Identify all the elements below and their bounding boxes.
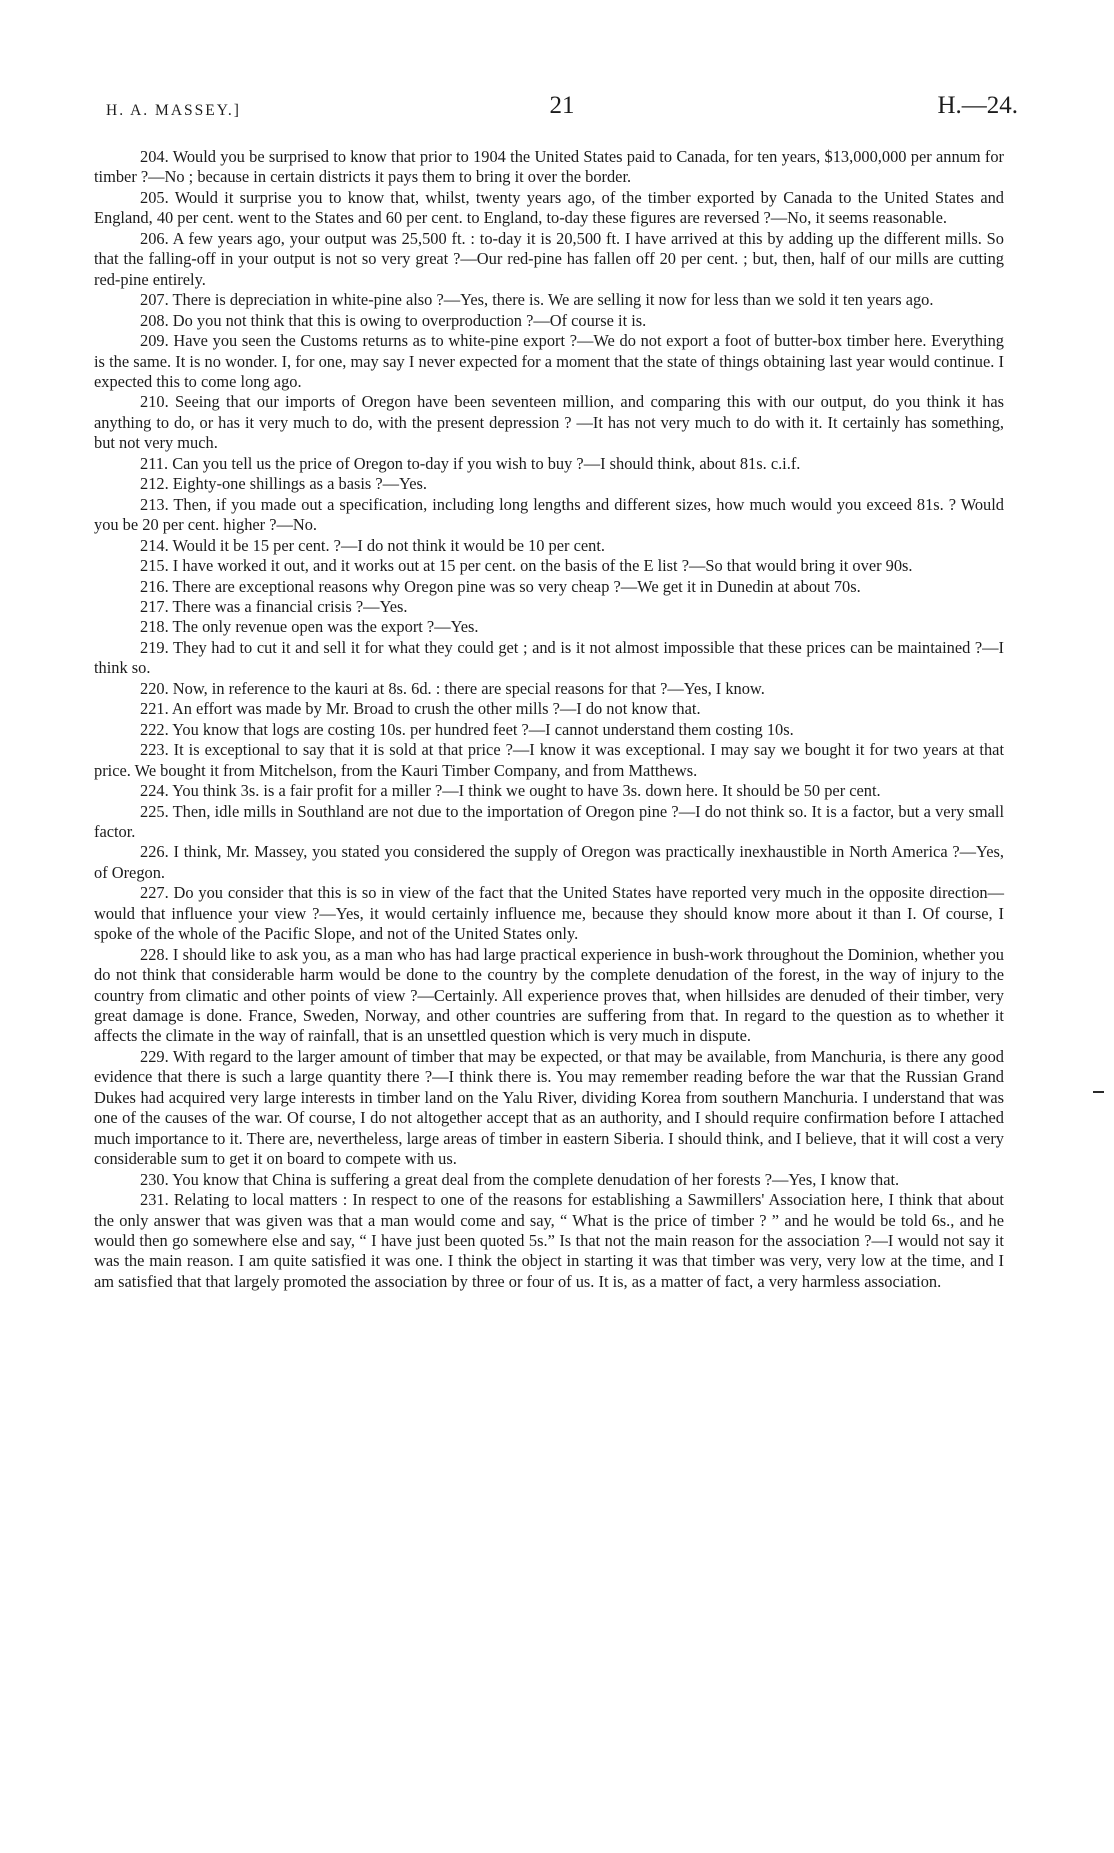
question-text: Relating to local matters : In respect to one of the reasons for establishing a Sawmillers' Association here, I think that about the only answer that was given was that a man would come and say, “ What is the price of timber ? ” and he would be told 6s., and he would then go somewhere else and say, “ I have just been quoted 5s.” Is that not the main reason for the association ?—I would not say it was the main reason. I am quite satisfied it was one. I think the object in starting it was that timber was very, very low at the time, and I am satisfied that that largely promoted the association by three or four of us. It is, as a matter of fact, a very harmless association. — [94, 1190, 1004, 1291]
question-paragraph — [94, 1047, 1004, 1170]
question-number: 227. — [140, 883, 169, 903]
question-text: Eighty-one shillings as a basis ?—Yes. — [172, 474, 427, 494]
question-number: 229. — [140, 1046, 169, 1066]
question-text: There was a financial crisis ?—Yes. — [172, 596, 408, 616]
question-text: An effort was made by Mr. Broad to crush the other mills ?—I do not know that. — [171, 699, 701, 719]
page-header — [106, 92, 1018, 126]
header-paper-reference: H.—24. — [937, 92, 1018, 119]
question-text: Would it surprise you to know that, whilst, twenty years ago, of the timber exported by Canada to the United States and England, 40 per cent. went to the States and 60 per cent. to England, to-day these figures are reversed ?—No, it seems reasonable. — [94, 187, 1005, 228]
question-paragraph — [94, 147, 1004, 188]
question-text: They had to cut it and sell it for what they could get ; and is it not almost impossible that these prices can be maintained ?—I think so. — [94, 637, 1004, 678]
question-paragraph — [94, 392, 1004, 453]
question-number: 215. — [140, 556, 169, 576]
question-text: Then, idle mills in Southland are not due to the importation of Oregon pine ?—I do not think so. It is a factor, but a very small factor. — [94, 801, 1005, 841]
question-text: You think 3s. is a fair profit for a miller ?—I think we ought to have 3s. down here. It should be 50 per cent. — [172, 781, 881, 801]
question-number: 216. — [140, 576, 169, 596]
question-paragraph — [94, 699, 1004, 719]
question-paragraph — [94, 883, 1004, 944]
question-number: 225. — [140, 801, 169, 821]
question-text: There are exceptional reasons why Oregon pine was so very cheap ?—We get it in Dunedin at about 70s. — [172, 576, 861, 596]
evidence-body — [94, 147, 1004, 1292]
question-number: 209. — [140, 331, 169, 351]
question-number: 217. — [140, 596, 169, 616]
question-text: I have worked it out, and it works out at 15 per cent. on the basis of the E list ?—So that would bring it over 90s. — [172, 556, 913, 576]
question-paragraph — [94, 331, 1004, 392]
question-paragraph — [94, 802, 1004, 843]
question-number: 230. — [140, 1169, 169, 1189]
question-text: Do you consider that this is so in view of the fact that the United States have reported very much in the opposite direction—would that influence your view ?—Yes, it would certainly influence me, because they should know more about it than I. Of course, I spoke of the whole of the Pacific Slope, and not of the United States only. — [94, 883, 1004, 944]
question-number: 205. — [140, 187, 169, 207]
question-paragraph — [94, 842, 1004, 883]
question-paragraph — [94, 679, 1004, 699]
question-paragraph — [94, 556, 1004, 576]
question-text: Now, in reference to the kauri at 8s. 6d. : there are special reasons for that ?—Yes, I know. — [172, 678, 765, 698]
question-number: 231. — [140, 1190, 169, 1210]
question-text: A few years ago, your output was 25,500 ft. : to-day it is 20,500 ft. I have arrived at this by adding up the different mills. So that the falling-off in your output is not so very great ?—Our red-pine has fallen off 20 per cent. ; but, then, half of our mills are cutting red-pine entirely. — [94, 228, 1004, 289]
question-number: 206. — [140, 228, 169, 248]
question-paragraph — [94, 597, 1004, 617]
question-text: Seeing that our imports of Oregon have been seventeen million, and comparing this with our output, do you think it has anything to do, or has it very much to do, with the present depression ? —It has not very much to do with it. It certainly has something, but not very much. — [94, 392, 1004, 453]
question-text: Have you seen the Customs returns as to white-pine export ?—We do not export a foot of butter-box timber here. Everything is the same. It is no wonder. I, for one, may say I never expected for a moment that the state of things obtaining last year would continue. I expected this to come long ago. — [94, 331, 1004, 391]
question-paragraph — [94, 495, 1004, 536]
question-text: You know that logs are costing 10s. per hundred feet ?—I cannot understand them costing 10s. — [172, 719, 794, 739]
question-number: 211. — [140, 453, 169, 473]
question-paragraph — [94, 1170, 1004, 1190]
question-paragraph — [94, 229, 1004, 290]
question-number: 210. — [140, 392, 169, 412]
question-paragraph — [94, 740, 1004, 781]
question-number: 212. — [140, 474, 169, 494]
question-text: The only revenue open was the export ?—Yes. — [172, 617, 479, 637]
question-number: 228. — [140, 944, 169, 964]
question-text: Would it be 15 per cent. ?—I do not think it would be 10 per cent. — [172, 535, 605, 555]
question-paragraph — [94, 720, 1004, 740]
question-text: I think, Mr. Massey, you stated you considered the supply of Oregon was practically inexhaustible in North America ?—Yes, of Oregon. — [94, 842, 1004, 882]
question-paragraph — [94, 536, 1004, 556]
question-text: You know that China is suffering a great deal from the complete denudation of her forests ?—Yes, I know that. — [172, 1169, 900, 1189]
question-text: There is depreciation in white-pine also ?—Yes, there is. We are selling it now for less than we sold it ten years ago. — [172, 290, 934, 310]
margin-mark — [1093, 1091, 1104, 1093]
question-text: Then, if you made out a specification, including long lengths and different sizes, how much would you exceed 81s. ? Would you be 20 per cent. higher ?—No. — [94, 494, 1004, 535]
question-paragraph — [94, 311, 1004, 331]
question-text: Can you tell us the price of Oregon to-day if you wish to buy ?—I should think, about 81s. c.i.f. — [172, 453, 801, 473]
question-text: With regard to the larger amount of timber that may be expected, or that may be available, from Manchuria, is there any good evidence that there is such a large quantity there ?—I think there is. You may remember reading before the war that the Russian Grand Dukes had acquired very large interests in timber land on the Yalu River, dividing Korea from southern Manchuria. I understand that was one of the causes of the war. Of course, I do not altogether accept that as an authority, and I should require confirmation before I attached much importance to it. There are, nevertheless, large areas of timber in eastern Siberia. I should think, and I believe, that it will cost a very considerable sum to get it on board to compete with us. — [94, 1046, 1004, 1169]
header-witness-name: H. A. MASSEY.] — [106, 102, 241, 119]
question-number: 221. — [140, 699, 169, 719]
question-paragraph — [94, 474, 1004, 494]
question-paragraph — [94, 945, 1004, 1047]
question-text: Do you not think that this is owing to overproduction ?—Of course it is. — [172, 310, 647, 330]
question-number: 224. — [140, 781, 169, 801]
question-number: 214. — [140, 535, 169, 555]
question-number: 222. — [140, 719, 169, 739]
question-paragraph — [94, 454, 1004, 474]
header-page-number: 21 — [549, 92, 575, 119]
question-paragraph — [94, 781, 1004, 801]
question-paragraph — [94, 638, 1004, 679]
question-paragraph — [94, 188, 1004, 229]
question-number: 223. — [140, 740, 169, 760]
question-paragraph — [94, 577, 1004, 597]
question-number: 208. — [140, 310, 169, 330]
question-text: I should like to ask you, as a man who has had large practical experience in bush-work throughout the Dominion, whether you do not think that considerable harm would be done to the country by the complete denudation of the forest, in the way of injury to the country from climatic and other points of view ?—Certainly. All experience proves that, when hillsides are denuded of their timber, very great damage is done. France, Sweden, Norway, and other countries are suffering from that. In regard to the question as to whether it affects the climate in the way of rainfall, that is an unsettled question which is very much in dispute. — [94, 944, 1004, 1046]
question-number: 218. — [140, 617, 169, 637]
question-number: 219. — [140, 637, 169, 657]
question-text: Would you be surprised to know that prior to 1904 the United States paid to Canada, for ten years, $13,000,000 per annum for timber ?—No ; because in certain districts it pays them to bring it over the border. — [94, 147, 1004, 187]
question-number: 204. — [140, 147, 169, 166]
question-number: 207. — [140, 290, 169, 310]
question-paragraph — [94, 290, 1004, 310]
question-number: 226. — [140, 842, 169, 862]
question-number: 213. — [140, 494, 169, 514]
question-text: It is exceptional to say that it is sold at that price ?—I know it was exceptional. I may say we bought it for two years at that price. We bought it from Mitchelson, from the Kauri Timber Company, and from Matthews. — [94, 740, 1004, 780]
question-paragraph — [94, 617, 1004, 637]
question-number: 220. — [140, 678, 169, 698]
question-paragraph — [94, 1190, 1004, 1292]
